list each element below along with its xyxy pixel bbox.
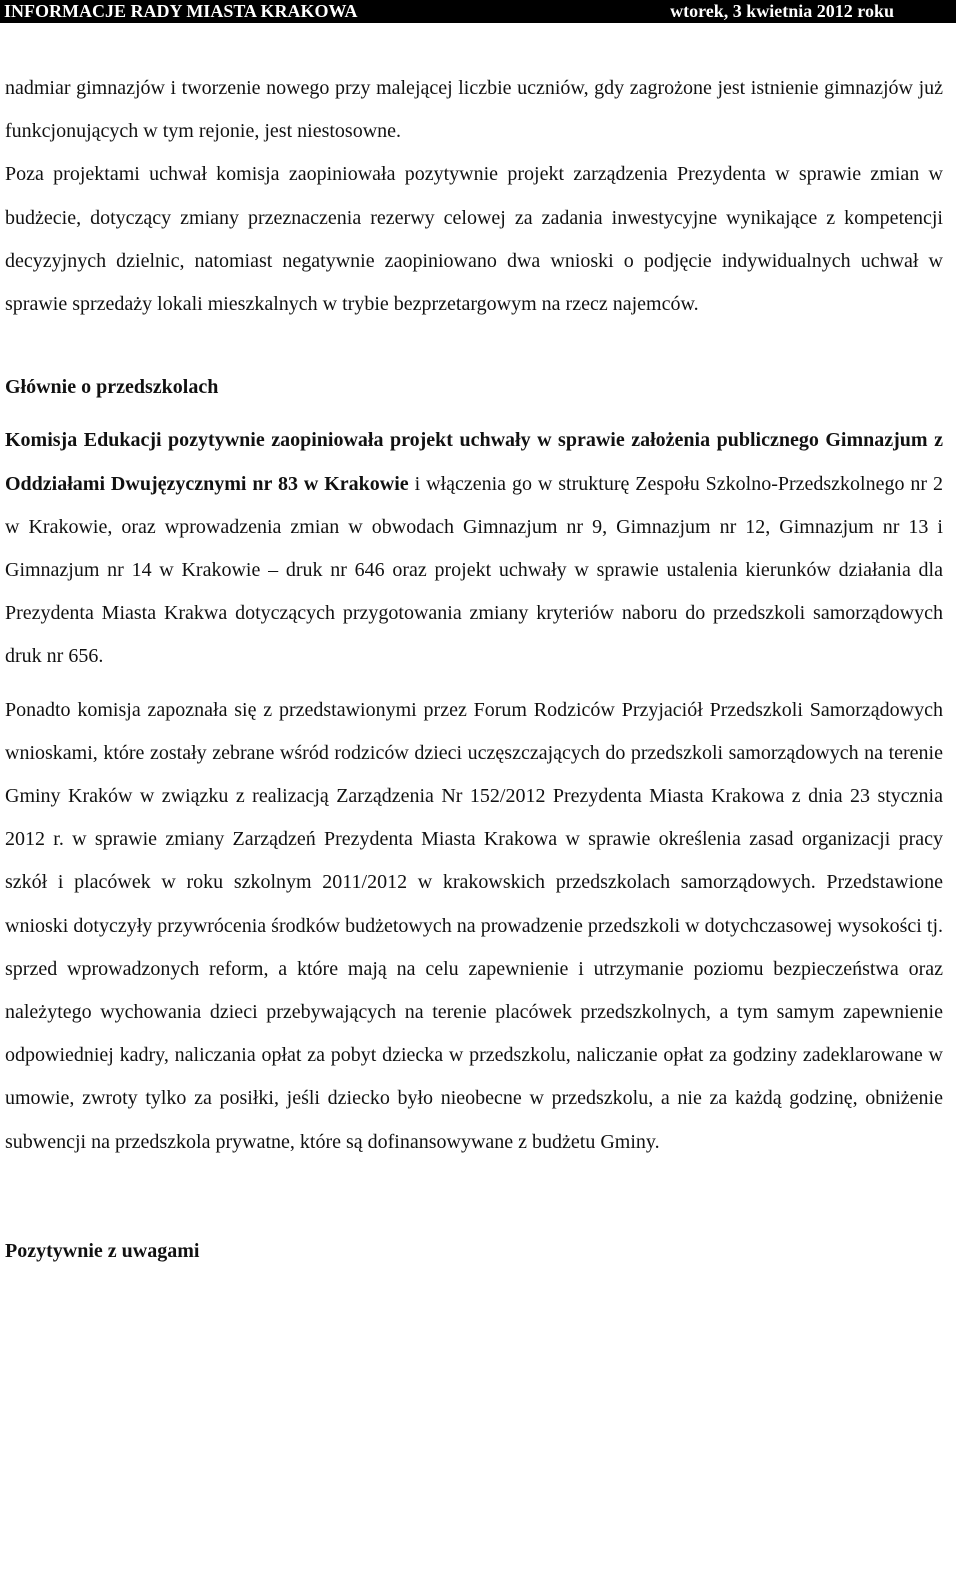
paragraph-komisja-edukacji-bold: Komisja Edukacji pozytywnie zaopiniowała projekt uchwały w sprawie założenia publicznego Gimnazjum z Oddziałami Dwujęzycznymi nr 83 w Krakowie bbox=[5, 429, 943, 495]
document-header bbox=[0, 0, 956, 23]
header-date: wtorek, 3 kwietnia 2012 roku bbox=[670, 1, 894, 21]
paragraph-forum-rodzicow: Ponadto komisja zapoznała się z przedstawionymi przez Forum Rodziców Przyjaciół Przedszkoli Samorządowych wnioskami, które zostały zebrane wśród rodziców dzieci uczęszczających do przedszkoli samorządowych na terenie Gminy Kraków w związku z realizacją Zarządzenia Nr 152/2012 Prezydenta Miasta Krakowa z dnia 23 stycznia 2012 r. w sprawie zmiany Zarządzeń Prezydenta Miasta Krakowa w sprawie określenia zasad organizacji pracy szkół i placówek w roku szkolnym 2011/2012 w krakowskich przedszkolach samorządowych. Przedstawione wnioski dotyczyły przywrócenia środków budżetowych na prowadzenie przedszkoli w dotychczasowej wysokości tj. sprzed wprowadzonych reform, a które mają na celu zapewnienie i utrzymanie poziomu bezpieczeństwa oraz należytego wychowania dzieci przebywających na terenie placówek przedszkolnych, a tym samym zapewnienie odpowiedniej kadry, naliczania opłat za pobyt dziecka w przedszkolu, naliczanie opłat za godziny zadeklarowane w umowie, zwroty tylko za posiłki, jeśli dziecko było nieobecne w przedszkolu, a nie za każdą godzinę, obniżenie subwencji na przedszkola prywatne, które są dofinansowywane z budżetu Gminy. bbox=[5, 698, 943, 1153]
paragraph-komisja-edukacji-rest: i włączenia go w strukturę Zespołu Szkolno-Przedszkolnego nr 2 w Krakowie, oraz wprowadzenia zmian w obwodach Gimnazjum nr 9, Gimnazjum nr 12, Gimnazjum nr 13 i Gimnazjum nr 14 w Krakowie – druk nr 646 oraz projekt uchwały w sprawie ustalenia kierunków działania dla Prezydenta Miasta Krakwa dotyczących przygotowania zmiany kryteriów naboru do przedszkoli samorządowych druk nr 656. bbox=[5, 472, 944, 668]
section-heading-pozytywnie: Pozytywnie z uwagami bbox=[5, 1239, 200, 1262]
header-title: INFORMACJE RADY MIASTA KRAKOWA bbox=[4, 1, 358, 21]
document-body bbox=[5, 67, 943, 1273]
paragraph-budget-opinion: Poza projektami uchwał komisja zaopiniowała pozytywnie projekt zarządzenia Prezydenta w sprawie zmian w budżecie, dotyczący zmiany przeznaczenia rezerwy celowej za zadania inwestycyjne wynikające z kompetencji decyzyjnych dzielnic, natomiast negatywnie zaopiniowano dwa wnioski o podjęcie indywidualnych uchwał w sprawie sprzedaży lokali mieszkalnych w trybie bezprzetargowym na rzecz najemców. bbox=[5, 163, 943, 316]
section-heading-przedszkola: Głównie o przedszkolach bbox=[5, 376, 219, 399]
paragraph-gimnazja-continuation: nadmiar gimnazjów i tworzenie nowego przy malejącej liczbie uczniów, gdy zagrożone jest istnienie gimnazjów już funkcjonujących w tym rejonie, jest niestosowne. bbox=[5, 77, 943, 143]
paragraph-komisja-edukacji bbox=[5, 419, 943, 678]
